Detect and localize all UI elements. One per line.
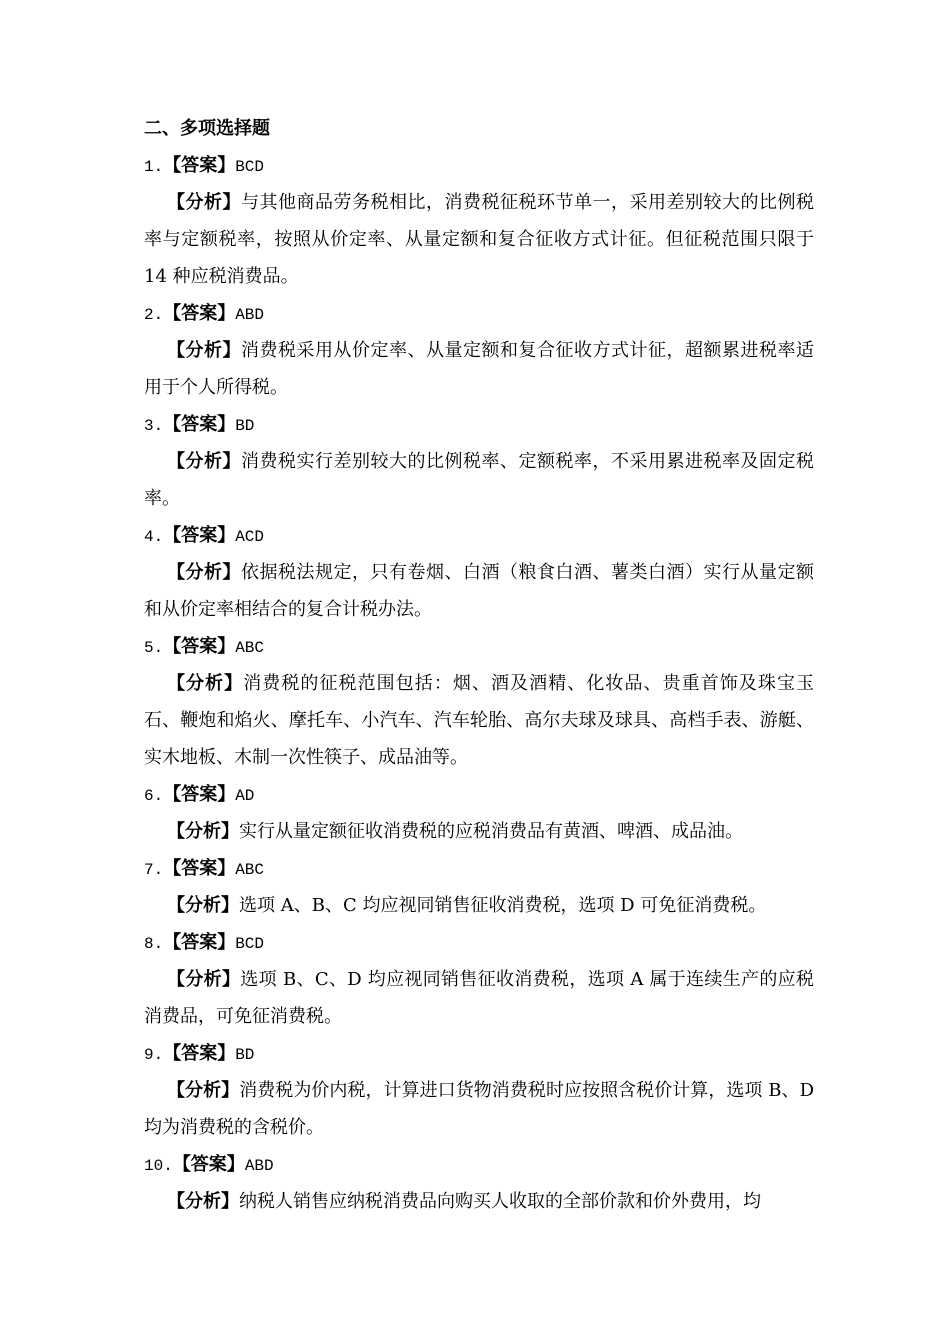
question-number: 6. — [144, 787, 164, 805]
answer-line — [144, 628, 814, 665]
analysis-text: 实行从量定额征收消费税的应税消费品有黄酒、啤酒、成品油。 — [239, 821, 743, 842]
answer-line — [144, 850, 814, 887]
answer-value: BD — [235, 1046, 255, 1064]
answer-line — [144, 147, 814, 184]
analysis-text: 依据税法规定，只有卷烟、白酒（粮食白酒、薯类白酒）实行从量定额和从价定率相结合的复合计税办法。 — [144, 562, 814, 620]
analysis-paragraph — [144, 554, 814, 628]
answer-tag: 【答案】 — [163, 636, 236, 657]
answer-line — [144, 1146, 814, 1183]
answer-tag: 【答案】 — [163, 303, 236, 324]
analysis-paragraph — [144, 1183, 814, 1220]
analysis-text: 消费税为价内税，计算进口货物消费税时应按照含税价计算，选项 B、D 均为消费税的含税价。 — [144, 1080, 814, 1138]
answer-value: ABD — [244, 1157, 274, 1175]
analysis-tag: 【分析】 — [167, 192, 241, 213]
answer-value: ABC — [235, 639, 265, 657]
answer-tag: 【答案】 — [163, 1043, 236, 1064]
analysis-paragraph — [144, 665, 814, 776]
answer-line — [144, 406, 814, 443]
analysis-text: 选项 A、B、C 均应视同销售征收消费税，选项 D 可免征消费税。 — [239, 895, 767, 916]
answer-value: ABD — [235, 306, 265, 324]
analysis-tag: 【分析】 — [167, 1191, 239, 1212]
document-page — [144, 110, 814, 1220]
analysis-paragraph — [144, 813, 814, 850]
analysis-text: 选项 B、C、D 均应视同销售征收消费税，选项 A 属于连续生产的应税消费品，可免征消费税。 — [144, 969, 814, 1027]
answer-tag: 【答案】 — [163, 414, 236, 435]
question-number: 9. — [144, 1046, 164, 1064]
analysis-tag: 【分析】 — [167, 1080, 240, 1101]
question-number: 3. — [144, 417, 164, 435]
answer-value: AD — [235, 787, 255, 805]
question-number: 4. — [144, 528, 164, 546]
analysis-text: 与其他商品劳务税相比，消费税征税环节单一，采用差别较大的比例税率与定额税率，按照从价定率、从量定额和复合征收方式计征。但征税范围只限于 14 种应税消费品。 — [144, 192, 814, 287]
answer-tag: 【答案】 — [163, 155, 236, 176]
analysis-text: 消费税实行差别较大的比例税率、定额税率，不采用累进税率及固定税率。 — [144, 451, 814, 509]
analysis-tag: 【分析】 — [167, 562, 241, 583]
answer-tag: 【答案】 — [172, 1154, 245, 1175]
analysis-paragraph — [144, 443, 814, 517]
analysis-paragraph — [144, 887, 814, 924]
analysis-paragraph — [144, 961, 814, 1035]
answer-tag: 【答案】 — [163, 932, 236, 953]
answer-value: BCD — [235, 158, 265, 176]
analysis-tag: 【分析】 — [167, 969, 241, 990]
question-number: 8. — [144, 935, 164, 953]
answer-line — [144, 1035, 814, 1072]
answer-list — [144, 147, 814, 1220]
answer-value: BD — [235, 417, 255, 435]
analysis-text: 消费税的征税范围包括：烟、酒及酒精、化妆品、贵重首饰及珠宝玉石、鞭炮和焰火、摩托车、小汽车、汽车轮胎、高尔夫球及球具、高档手表、游艇、实木地板、木制一次性筷子、成品油等。 — [144, 673, 815, 768]
answer-line — [144, 295, 814, 332]
section-title: 二、多项选择题 — [144, 118, 270, 139]
answer-line — [144, 517, 814, 554]
question-number: 5. — [144, 639, 164, 657]
answer-tag: 【答案】 — [163, 858, 236, 879]
answer-tag: 【答案】 — [163, 784, 236, 805]
analysis-tag: 【分析】 — [167, 451, 241, 472]
analysis-paragraph — [144, 332, 814, 406]
answer-line — [144, 924, 814, 961]
answer-line — [144, 776, 814, 813]
answer-value: ACD — [235, 528, 265, 546]
analysis-paragraph — [144, 1072, 814, 1146]
answer-tag: 【答案】 — [163, 525, 236, 546]
analysis-text: 纳税人销售应纳税消费品向购买人收取的全部价款和价外费用，均 — [239, 1191, 761, 1212]
answer-value: BCD — [235, 935, 265, 953]
question-number: 1. — [144, 158, 164, 176]
analysis-paragraph — [144, 184, 814, 295]
question-number: 10. — [144, 1157, 173, 1175]
analysis-tag: 【分析】 — [167, 340, 241, 361]
question-number: 2. — [144, 306, 164, 324]
analysis-tag: 【分析】 — [167, 821, 239, 842]
analysis-tag: 【分析】 — [167, 673, 244, 694]
analysis-text: 消费税采用从价定率、从量定额和复合征收方式计征，超额累进税率适用于个人所得税。 — [144, 340, 814, 398]
question-number: 7. — [144, 861, 164, 879]
analysis-tag: 【分析】 — [167, 895, 239, 916]
answer-value: ABC — [235, 861, 265, 879]
